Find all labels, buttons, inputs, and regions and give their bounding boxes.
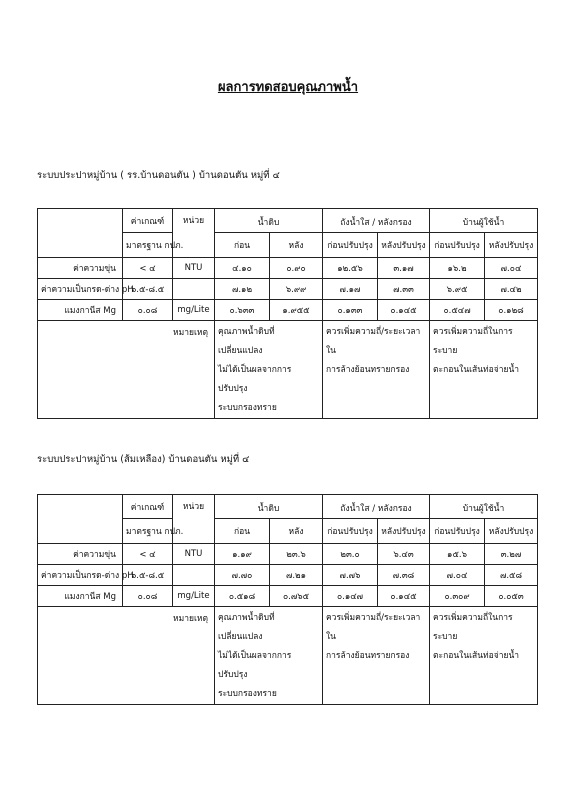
water-quality-table-1	[37, 208, 538, 419]
value-cell: ๒๓.๖	[270, 544, 323, 565]
raw-water-header: น้ำดิบ	[215, 209, 323, 233]
value-cell: ๑๖.๒	[430, 258, 485, 279]
value-cell: ๗.๗๐	[215, 565, 270, 586]
tank-after-header: หลังปรับปรุง	[378, 519, 430, 544]
value-cell: ๐.๖๓๓	[215, 300, 270, 321]
raw-before-header: ก่อน	[215, 519, 270, 544]
raw-after-header: หลัง	[270, 233, 323, 258]
value-cell: ๗.๔๒	[485, 279, 538, 300]
house-after-header: หลังปรับปรุง	[485, 233, 538, 258]
value-cell: ๐.๑๓๓	[323, 300, 378, 321]
row-label: แมงกานีส Mg	[38, 586, 123, 607]
standard-header: ค่าเกณฑ์	[123, 209, 173, 233]
standard-header: ค่าเกณฑ์	[123, 495, 173, 519]
value-cell: ๗.๓๘	[378, 565, 430, 586]
table-row-ph	[38, 565, 538, 586]
row-label: ค่าความเป็นกรด-ด่าง pH	[38, 565, 123, 586]
value-cell: ๗.๒๑	[270, 565, 323, 586]
unit-cell	[173, 279, 215, 300]
remark-line: ระบบกรองทราย	[218, 689, 277, 699]
value-cell: ๗.๕๘	[485, 565, 538, 586]
standard-subheader: มาตรฐาน กปภ.	[123, 233, 173, 258]
value-cell: ๗.๓๓	[378, 279, 430, 300]
remark-line: การล้างย้อนทรายกรอง	[326, 365, 410, 375]
value-cell: ๔.๑๐	[215, 258, 270, 279]
table-row-ph	[38, 279, 538, 300]
tank-after-header: หลังปรับปรุง	[378, 233, 430, 258]
remark-label: หมายเหตุ	[38, 607, 215, 705]
page-title: ผลการทดสอบคุณภาพน้ำ	[217, 80, 359, 95]
remark-line: การล้างย้อนทรายกรอง	[326, 651, 410, 661]
table-row-remarks	[38, 321, 538, 419]
raw-water-header: น้ำดิบ	[215, 495, 323, 519]
remark-line: ตะกอนในเส้นท่อจ่ายน้ำ	[433, 365, 520, 375]
value-cell: ๐.๕๑๘	[215, 586, 270, 607]
value-cell: ๗.๑๒	[215, 279, 270, 300]
section-1-caption: ระบบประปาหมู่บ้าน ( รร.บ้านดอนตัน ) บ้านดอนตัน หมู่ที่ ๔	[37, 170, 280, 181]
unit-cell: NTU	[173, 544, 215, 565]
value-cell: ๑๒.๕๖	[323, 258, 378, 279]
remark-tank	[323, 321, 430, 419]
value-cell: ๗.๐๔	[485, 258, 538, 279]
water-quality-table-2	[37, 494, 538, 705]
remark-line: ควรเพิ่มความถี่ในการระบาย	[433, 613, 513, 642]
standard-cell: < ๔	[123, 258, 173, 279]
remark-line: คุณภาพน้ำดิบที่เปลี่ยนแปลง	[218, 327, 275, 356]
value-cell: ๗.๗๖	[323, 565, 378, 586]
row-label: แมงกานีส Mg	[38, 300, 123, 321]
row-label: ค่าความเป็นกรด-ด่าง pH	[38, 279, 123, 300]
corner-cell	[38, 209, 123, 258]
remark-line: ไม่ได้เป็นผลจากการปรับปรุง	[218, 651, 292, 680]
value-cell: ๐.๐๕๓	[485, 586, 538, 607]
value-cell: ๐.๑๔๕	[378, 586, 430, 607]
unit-header: หน่วย	[173, 495, 215, 544]
remark-line: ไม่ได้เป็นผลจากการปรับปรุง	[218, 365, 292, 394]
house-header: บ้านผู้ใช้น้ำ	[430, 495, 538, 519]
row-label: ค่าความขุ่น	[38, 544, 123, 565]
remark-line: ควรเพิ่มความถี่ในการระบาย	[433, 327, 513, 356]
table-row-remarks	[38, 607, 538, 705]
corner-cell	[38, 495, 123, 544]
unit-cell	[173, 565, 215, 586]
remark-house	[430, 321, 538, 419]
value-cell: ๑๕.๖	[430, 544, 485, 565]
table-row-turbidity	[38, 544, 538, 565]
standard-cell: ๖.๕-๘.๕	[123, 565, 173, 586]
table-row-manganese	[38, 586, 538, 607]
tank-before-header: ก่อนปรับปรุง	[323, 233, 378, 258]
table-row-manganese	[38, 300, 538, 321]
value-cell: ๐.๑๔๕	[378, 300, 430, 321]
house-before-header: ก่อนปรับปรุง	[430, 519, 485, 544]
remark-line: ควรเพิ่มความถี่/ระยะเวลาใน	[326, 327, 421, 356]
standard-cell: ๐.๐๘	[123, 300, 173, 321]
remark-line: คุณภาพน้ำดิบที่เปลี่ยนแปลง	[218, 613, 275, 642]
value-cell: ๗.๑๗	[323, 279, 378, 300]
value-cell: ๐.๙๐	[270, 258, 323, 279]
table-header-row	[38, 495, 538, 519]
unit-header: หน่วย	[173, 209, 215, 258]
section-2-caption: ระบบประปาหมู่บ้าน (ส้มเหลือง) บ้านดอนตัน หมู่ที่ ๔	[37, 454, 250, 465]
value-cell: ๑.๑๙	[215, 544, 270, 565]
tank-before-header: ก่อนปรับปรุง	[323, 519, 378, 544]
standard-cell: < ๔	[123, 544, 173, 565]
house-before-header: ก่อนปรับปรุง	[430, 233, 485, 258]
standard-subheader: มาตรฐาน กปภ.	[123, 519, 173, 544]
table-header-row	[38, 209, 538, 233]
value-cell: ๐.๑๒๘	[485, 300, 538, 321]
remark-raw	[215, 607, 323, 705]
value-cell: ๐.๗๖๕	[270, 586, 323, 607]
unit-cell: mg/Lite	[173, 586, 215, 607]
value-cell: ๖.๙๙	[270, 279, 323, 300]
house-header: บ้านผู้ใช้น้ำ	[430, 209, 538, 233]
value-cell: ๓.๒๗	[485, 544, 538, 565]
tank-header: ถังน้ำใส / หลังกรอง	[323, 209, 430, 233]
value-cell: ๖.๔๓	[378, 544, 430, 565]
remark-label: หมายเหตุ	[38, 321, 215, 419]
value-cell: ๒๓.๐	[323, 544, 378, 565]
remark-raw	[215, 321, 323, 419]
remark-line: ควรเพิ่มความถี่/ระยะเวลาใน	[326, 613, 421, 642]
unit-cell: NTU	[173, 258, 215, 279]
house-after-header: หลังปรับปรุง	[485, 519, 538, 544]
standard-cell: ๖.๕-๘.๕	[123, 279, 173, 300]
standard-cell: ๐.๐๘	[123, 586, 173, 607]
table-row-turbidity	[38, 258, 538, 279]
unit-cell: mg/Lite	[173, 300, 215, 321]
row-label: ค่าความขุ่น	[38, 258, 123, 279]
value-cell: ๗.๐๔	[430, 565, 485, 586]
raw-after-header: หลัง	[270, 519, 323, 544]
raw-before-header: ก่อน	[215, 233, 270, 258]
value-cell: ๐.๓๐๙	[430, 586, 485, 607]
value-cell: ๑.๙๕๕	[270, 300, 323, 321]
remark-line: ตะกอนในเส้นท่อจ่ายน้ำ	[433, 651, 520, 661]
remark-tank	[323, 607, 430, 705]
value-cell: ๐.๕๔๗	[430, 300, 485, 321]
remark-house	[430, 607, 538, 705]
value-cell: ๐.๑๔๗	[323, 586, 378, 607]
tank-header: ถังน้ำใส / หลังกรอง	[323, 495, 430, 519]
value-cell: ๓.๑๗	[378, 258, 430, 279]
remark-line: ระบบกรองทราย	[218, 403, 277, 413]
value-cell: ๖.๙๕	[430, 279, 485, 300]
